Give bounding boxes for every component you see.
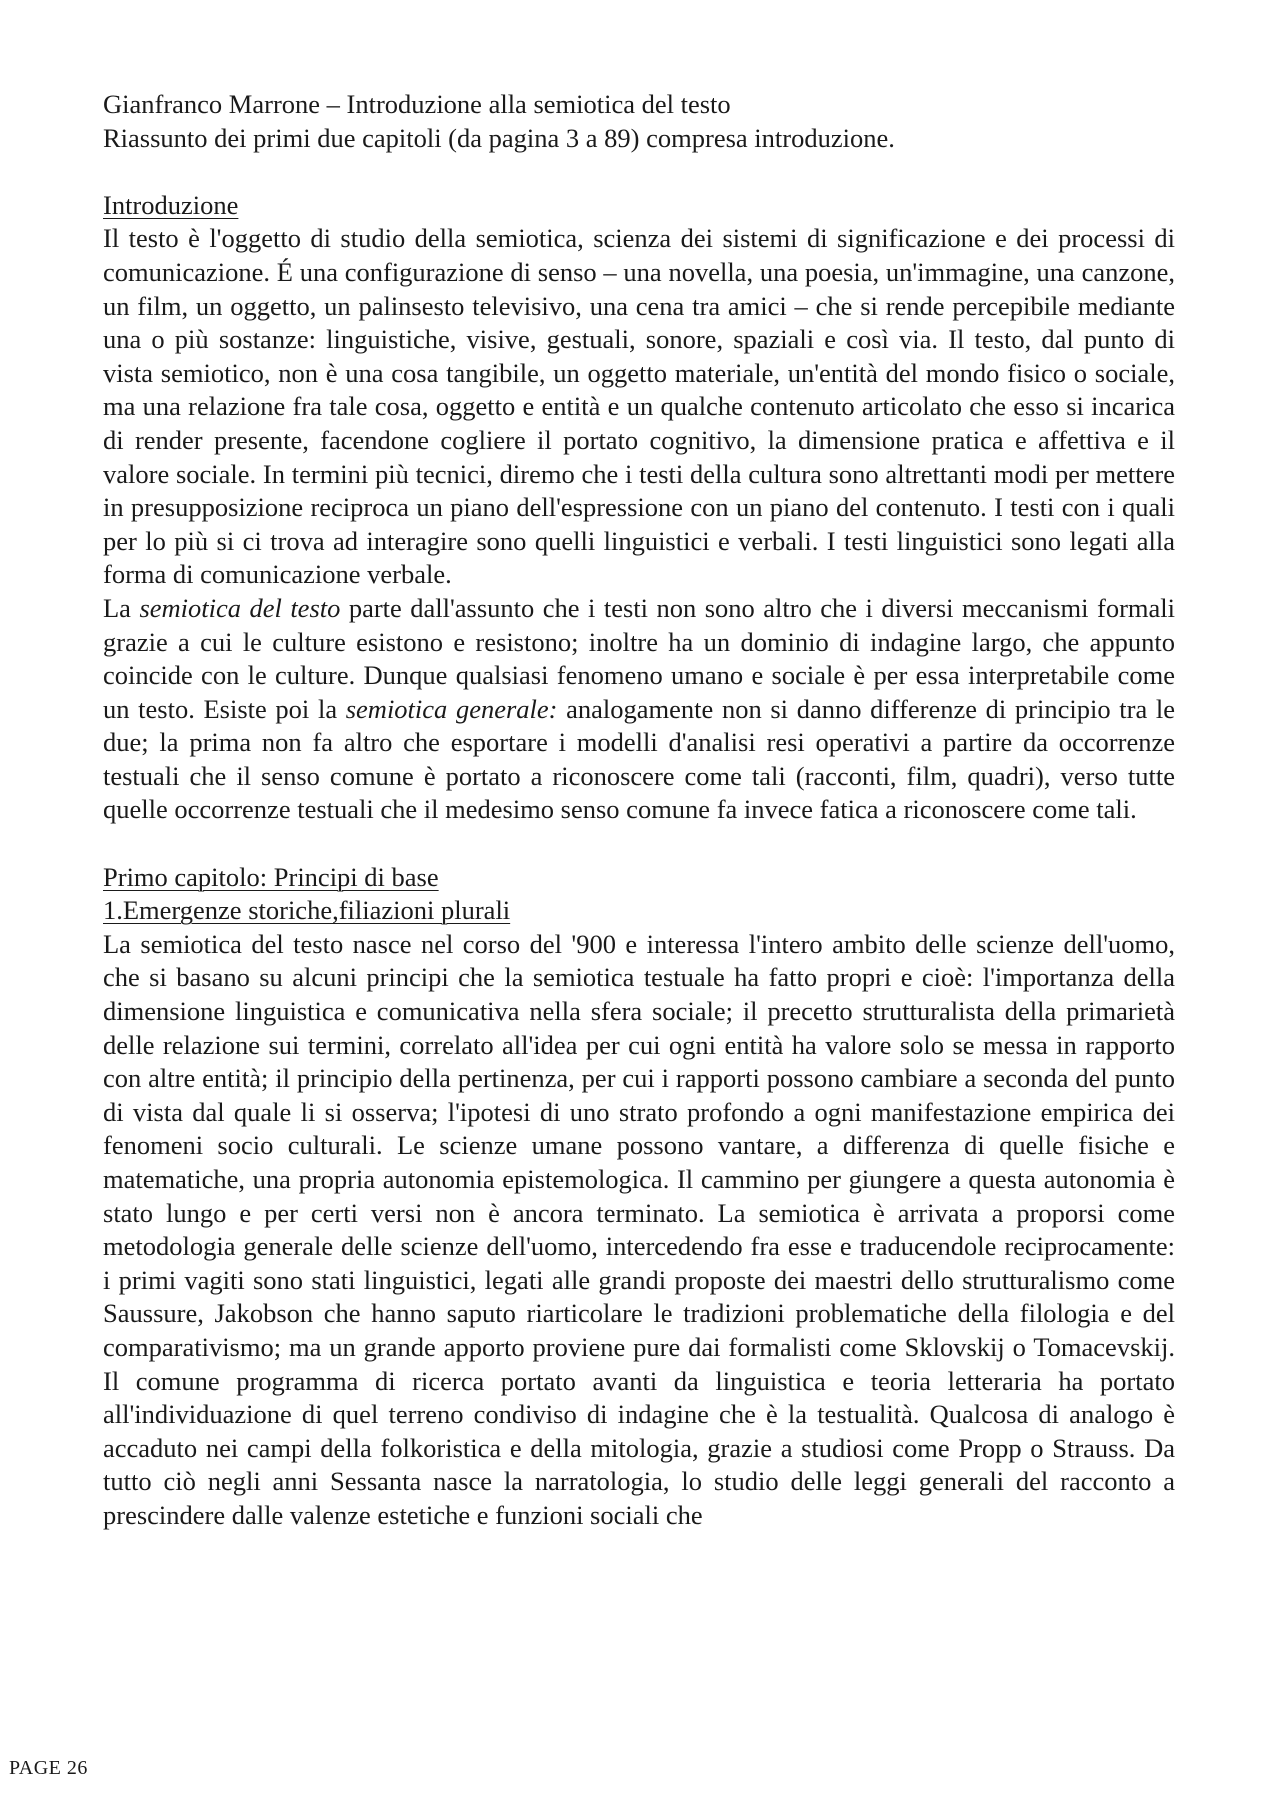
intro-p2-text-b: parte dall'assunto che i testi non sono altro che i diversi meccanismi formali grazie a cui le culture esistono e resistono; inoltre ha un dominio di indagine largo, che appunto coincide con le culture. Dunque qualsiasi fenomeno umano e sociale è per essa interpretabile come un testo. Esiste poi la: [103, 592, 1175, 724]
page-footer: [9, 1757, 88, 1780]
chapter-heading: Primo capitolo: Principi di base: [103, 861, 439, 892]
section-heading-introduzione: Introduzione: [103, 189, 239, 220]
intro-p2-text-a: La: [103, 592, 140, 623]
page-label: PAGE: [9, 1757, 62, 1779]
document-page: [103, 88, 1175, 1533]
document-title: Gianfranco Marrone – Introduzione alla semiotica del testo: [103, 89, 731, 119]
intro-p2-emphasis-semiotica-generale: semiotica generale:: [345, 693, 558, 724]
intro-paragraph-2: [103, 592, 1175, 827]
chapter-subheading: 1.Emergenze storiche,filiazioni plurali: [103, 895, 511, 926]
intro-p2-emphasis-semiotica-del-testo: semiotica del testo: [139, 592, 341, 623]
chapter-paragraph-1: La semiotica del testo nasce nel corso del '900 e interessa l'intero ambito delle scienze dell'uomo, che si basano su alcuni principi che la semiotica testuale ha fatto propri e cioè: l'importanza della dimensione linguistica e comunicativa nella sfera sociale; il precetto strutturalista della primarietà delle relazione sui termini, correlato all'idea per cui ogni entità ha valore solo se messa in rapporto con altre entità; il principio della pertinenza, per cui i rapporti possono cambiare a seconda del punto di vista dal quale li si osserva; l'ipotesi di uno strato profondo a ogni manifestazione empirica dei fenomeni socio culturali. Le scienze umane possono vantare, a differenza di quelle fisiche e matematiche, una propria autonomia epistemologica. Il cammino per giungere a questa autonomia è stato lungo e per certi versi non è ancora terminato. La semiotica è arrivata a proporsi come metodologia generale delle scienze dell'uomo, intercedendo fra esse e traducendole reciprocamente: i primi vagiti sono stati linguistici, legati alle grandi proposte dei maestri dello strutturalismo come Saussure, Jakobson che hanno saputo riarticolare le tradizioni problematiche della filologia e del comparativismo; ma un grande apporto proviene pure dai formalisti come Sklovskij o Tomacevskij. Il comune programma di ricerca portato avanti da linguistica e teoria letteraria ha portato all'individuazione di quel terreno condiviso di indagine che è la testualità. Qualcosa di analogo è accaduto nei campi della folkoristica e della mitologia, grazie a studiosi come Propp o Strauss. Da tutto ciò negli anni Sessanta nasce la narratologia, lo studio delle leggi generali del racconto a prescindere dalle valenze estetiche e funzioni sociali che: [103, 928, 1175, 1530]
intro-p2-text-c: analogamente non si danno differenze di principio tra le due; la prima non fa altro che esportare i modelli d'analisi resi operativi a partire da occorrenze testuali che il senso comune è portato a riconoscere come tali (racconti, film, quadri), verso tutte quelle occorrenze testuali che il medesimo senso comune fa invece fatica a riconoscere come tali.: [103, 693, 1175, 825]
spacer: [103, 827, 1175, 861]
page-number: 26: [66, 1757, 88, 1779]
spacer: [103, 155, 1175, 189]
intro-paragraph-1: Il testo è l'oggetto di studio della semiotica, scienza dei sistemi di significazione e dei processi di comunicazione. É una configurazione di senso – una novella, una poesia, un'immagine, una canzone, un film, un oggetto, un palinsesto televisivo, una cena tra amici – che si rende percepibile mediante una o più sostanze: linguistiche, visive, gestuali, sonore, spaziali e così via. Il testo, dal punto di vista semiotico, non è una cosa tangibile, un oggetto materiale, un'entità del mondo fisico o sociale, ma una relazione fra tale cosa, oggetto e entità e un qualche contenuto articolato che esso si incarica di render presente, facendone cogliere il portato cognitivo, la dimensione pratica e affettiva e il valore sociale. In termini più tecnici, diremo che i testi della cultura sono altrettanti modi per mettere in presupposizione reciproca un piano dell'espressione con un piano del contenuto. I testi con i quali per lo più si ci trova ad interagire sono quelli linguistici e verbali. I testi linguistici sono legati alla forma di comunicazione verbale.: [103, 223, 1175, 590]
document-subtitle: Riassunto dei primi due capitoli (da pagina 3 a 89) compresa introduzione.: [103, 122, 895, 153]
